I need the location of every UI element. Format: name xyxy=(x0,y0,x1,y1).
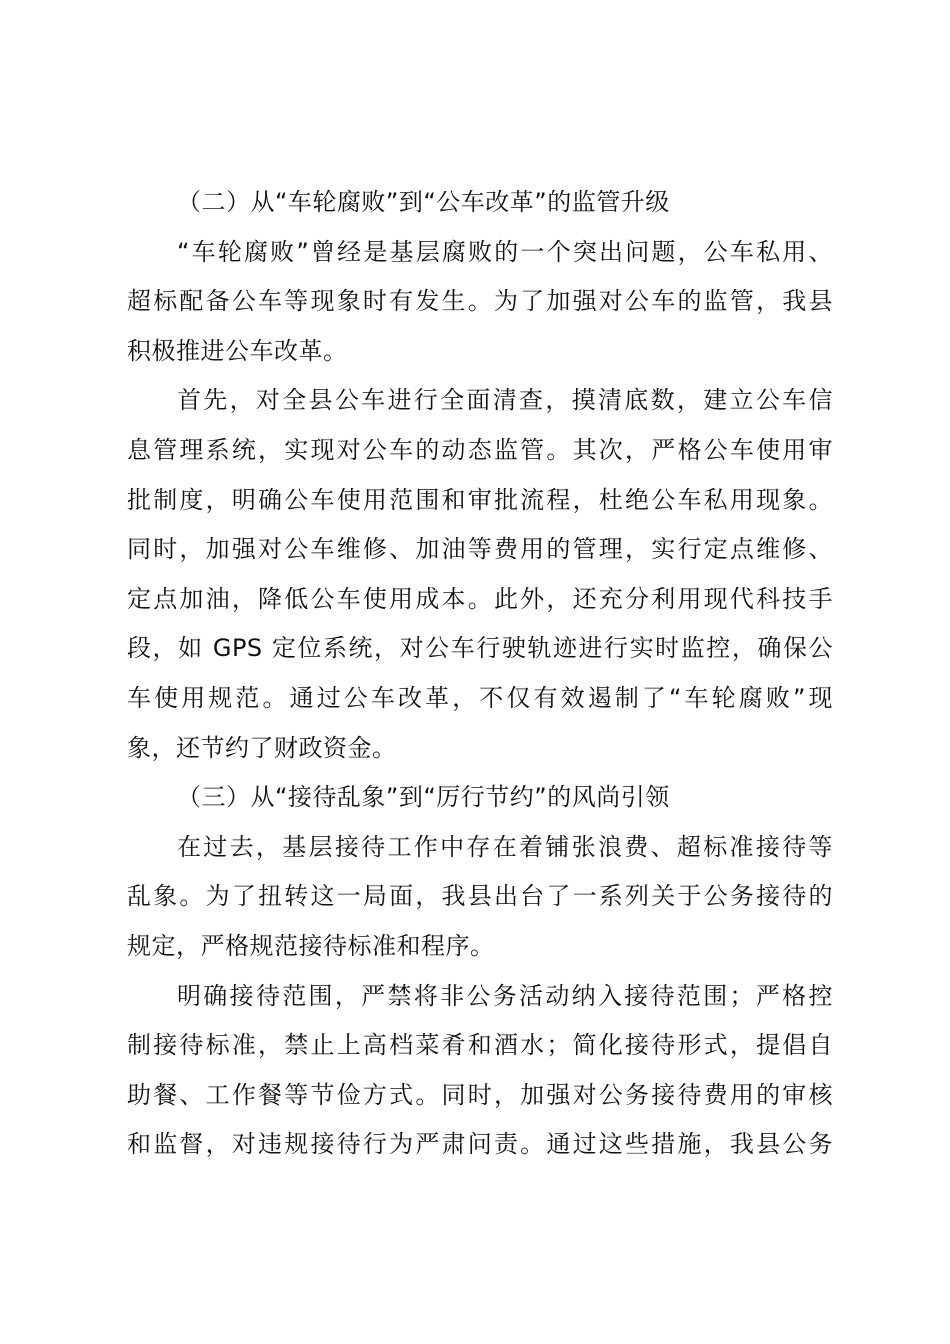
paragraph-line: 乱象。为了扭转这一局面，我县出台了一系列关于公务接待的 xyxy=(127,882,833,911)
paragraph-line: 明确接待范围，严禁将非公务活动纳入接待范围；严格控 xyxy=(177,981,833,1010)
paragraph-line: 制接待标准，禁止上高档菜肴和酒水；简化接待形式，提倡自 xyxy=(127,1031,833,1060)
paragraph-line: 和监督，对违规接待行为严肃问责。通过这些措施，我县公务 xyxy=(127,1130,833,1159)
paragraph-line: “车轮腐败”曾经是基层腐败的一个突出问题，公车私用、 xyxy=(177,237,833,266)
paragraph-line: 首先，对全县公车进行全面清查，摸清底数，建立公车信 xyxy=(177,386,833,415)
paragraph-line: 助餐、工作餐等节俭方式。同时，加强对公务接待费用的审核 xyxy=(127,1080,833,1109)
paragraph-line: 积极推进公车改革。 xyxy=(127,336,348,365)
paragraph-line: 定点加油，降低公车使用成本。此外，还充分利用现代科技手 xyxy=(127,584,833,613)
document-body xyxy=(127,178,833,1170)
paragraph-line: 在过去，基层接待工作中存在着铺张浪费、超标准接待等 xyxy=(177,832,833,861)
paragraph-line: 象，还节约了财政资金。 xyxy=(127,733,397,762)
section-heading: （三）从“接待乱象”到“厉行节约”的风尚引领 xyxy=(177,783,670,812)
paragraph-line: 息管理系统，实现对公车的动态监管。其次，严格公车使用审 xyxy=(127,435,833,464)
paragraph-line: 规定，严格规范接待标准和程序。 xyxy=(127,931,495,960)
paragraph-line: 同时，加强对公车维修、加油等费用的管理，实行定点维修、 xyxy=(127,535,833,564)
paragraph-line: 段，如 GPS 定位系统，对公车行驶轨迹进行实时监控，确保公 xyxy=(127,634,833,663)
paragraph-line: 超标配备公车等现象时有发生。为了加强对公车的监管，我县 xyxy=(127,287,833,316)
paragraph-line: 车使用规范。通过公车改革，不仅有效遏制了“车轮腐败”现 xyxy=(127,683,833,712)
section-heading: （二）从“车轮腐败”到“公车改革”的监管升级 xyxy=(177,188,670,216)
paragraph-line: 批制度，明确公车使用范围和审批流程，杜绝公车私用现象。 xyxy=(127,485,833,514)
